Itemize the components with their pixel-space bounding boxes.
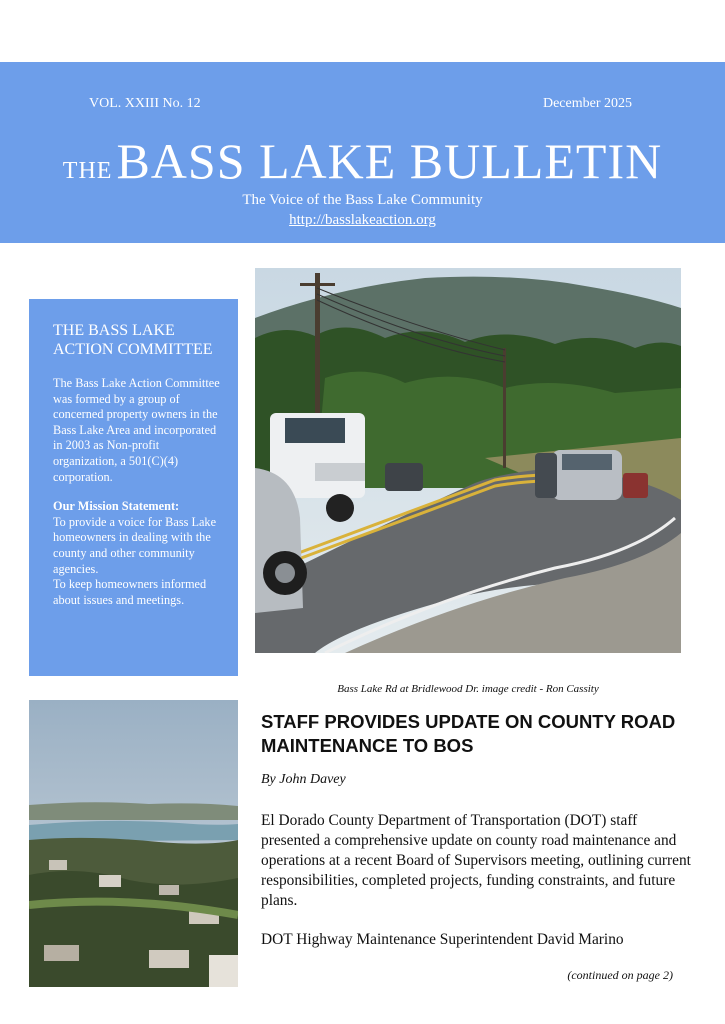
mission-heading: Our Mission Statement:	[53, 499, 180, 514]
tagline: The Voice of the Bass Lake Community	[242, 192, 483, 208]
sidebar-heading	[53, 321, 224, 359]
article-paragraph-2: DOT Highway Maintenance Superintendent David Marino	[261, 931, 624, 948]
article-headline: STAFF PROVIDES UPDATE ON COUNTY ROAD MAINTENANCE TO BOS	[261, 711, 676, 756]
website-link[interactable]: http://basslakeaction.org	[289, 212, 436, 228]
lake-photo	[29, 700, 238, 987]
volume-number: VOL. XXIII No. 12	[89, 96, 201, 111]
newsletter-title	[0, 134, 725, 201]
photo-caption: Bass Lake Rd at Bridlewood Dr. image credit - Ron Cassity	[337, 683, 599, 695]
masthead-banner	[0, 62, 725, 243]
road-photo-illustration	[255, 268, 681, 653]
article-paragraph-1: El Dorado County Department of Transportation (DOT) staff presented a comprehensive update on county road maintenance and operations at a recent Board of Supervisors meeting, outlining current responsibilities, completed projects, funding constraints, and future plans.	[261, 812, 691, 909]
lake-photo-illustration	[29, 700, 238, 987]
title-prefix: THE	[62, 158, 113, 184]
article-byline: By John Davey	[261, 772, 346, 787]
mission-statement-1: To provide a voice for Bass Lake homeowners in dealing with the county and other community agencies.	[53, 514, 217, 576]
committee-about: The Bass Lake Action Committee was formed by a group of concerned property owners in the Bass Lake Area and incorporated in 2003 as Non-profit organization, a 501(C)(4) corporation.	[53, 376, 220, 484]
sidebar-heading-line2: ACTION COMMITTEE	[53, 341, 213, 358]
sidebar-heading-line1: THE BASS LAKE	[53, 322, 175, 339]
issue-date: December 2025	[542, 96, 632, 111]
title-main: BASS LAKE BULLETIN	[116, 133, 663, 189]
committee-sidebar	[29, 299, 238, 676]
road-photo	[255, 268, 681, 653]
continued-note: (continued on page 2)	[567, 968, 673, 982]
mission-statement-2: To keep homeowners informed about issues and meetings.	[53, 577, 207, 607]
